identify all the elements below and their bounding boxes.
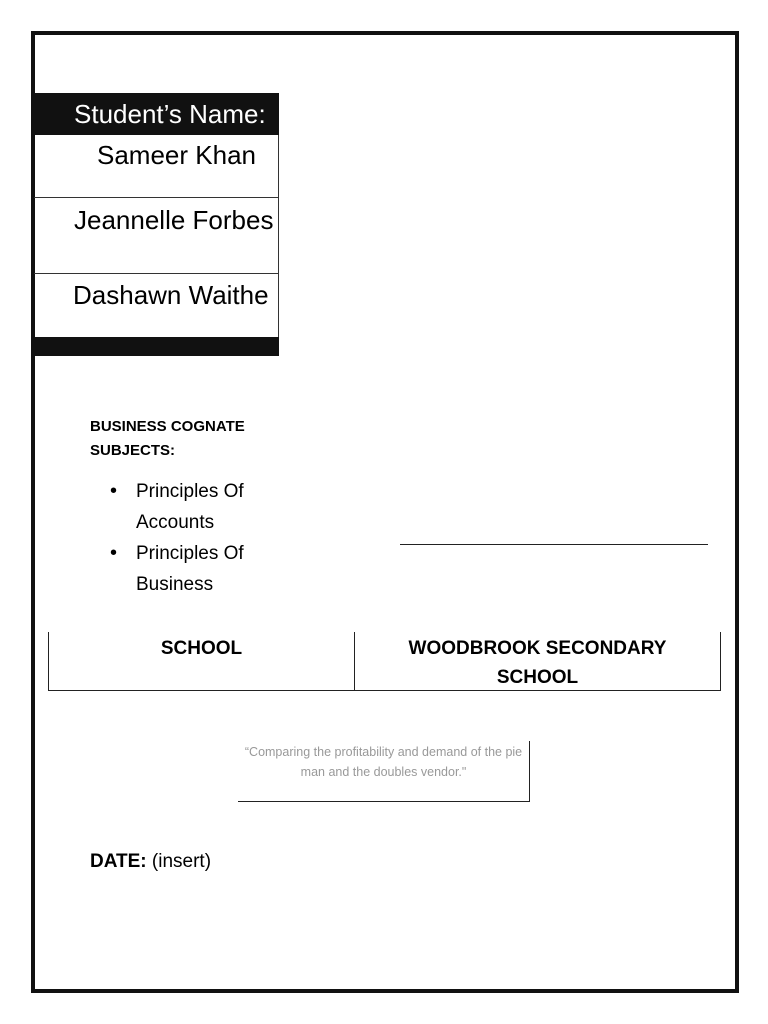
subjects-list: [110, 476, 280, 600]
date-value[interactable]: (insert): [146, 851, 212, 872]
school-value: WOODBROOK SECONDARY SCHOOL: [408, 638, 667, 688]
subject-item: • Principles Of Accounts: [110, 476, 280, 538]
student-name-3: Dashawn Waithe: [34, 274, 279, 337]
student-table-footer-bar: [34, 337, 279, 356]
date-label: DATE:: [90, 851, 147, 872]
student-name-2: Jeannelle Forbes: [34, 198, 279, 274]
subjects-heading: BUSINESS COGNATE SUBJECTS:: [90, 418, 245, 459]
school-label: SCHOOL: [49, 632, 355, 690]
student-name-header: Student’s Name:: [34, 93, 279, 135]
subject-item: • Principles Of Business: [110, 538, 280, 600]
date-line: [90, 848, 211, 876]
horizontal-rule: [400, 544, 708, 545]
project-title-quote: “Comparing the profitability and demand of the pie man and the doubles vendor.": [238, 741, 530, 802]
school-table: [48, 632, 721, 691]
student-name-1: Sameer Khan: [34, 135, 279, 198]
